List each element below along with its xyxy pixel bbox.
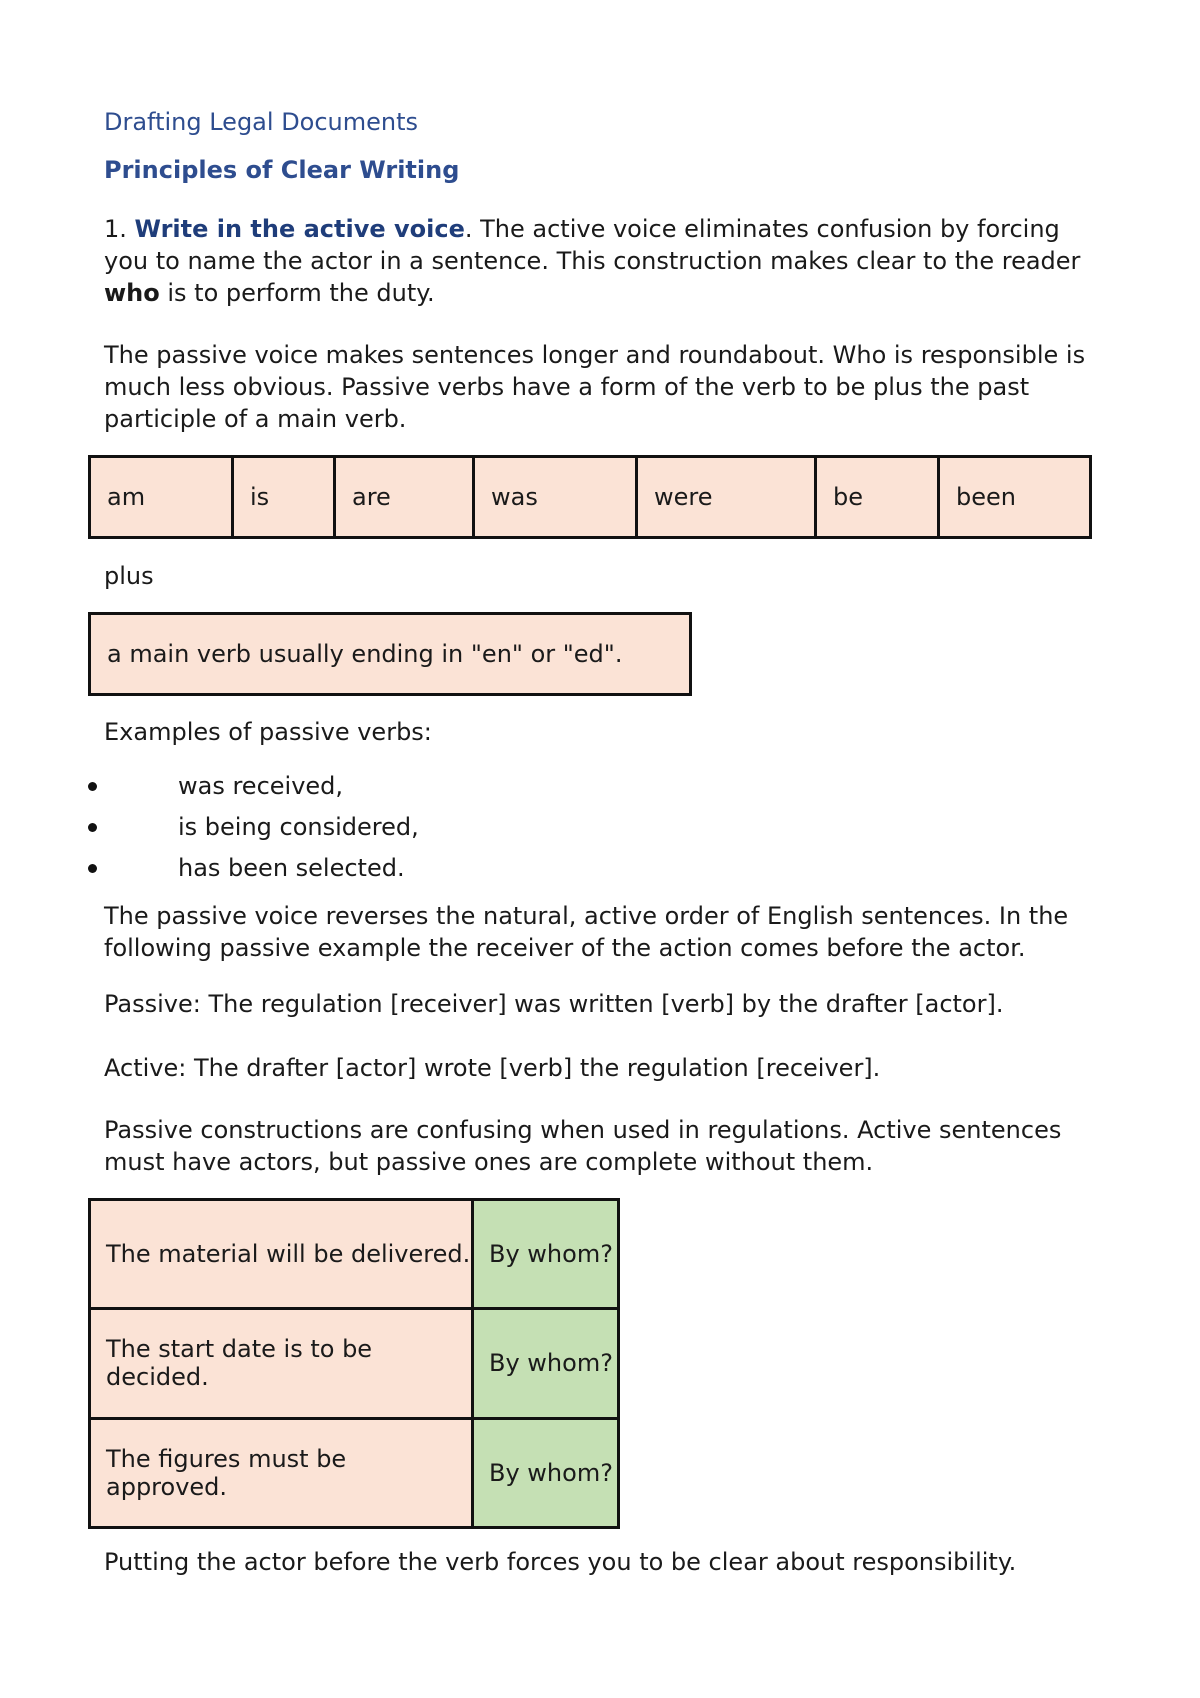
be-form-cell: were <box>637 457 816 538</box>
section-title: Principles of Clear Writing <box>104 156 460 184</box>
be-form-cell: am <box>90 457 233 538</box>
question-cell: By whom? <box>473 1200 619 1309</box>
be-form-cell: be <box>816 457 939 538</box>
emphasis-who: who <box>104 279 160 307</box>
be-form-cell: been <box>939 457 1091 538</box>
table-row <box>90 1200 619 1309</box>
statement-cell: The material will be delivered. <box>90 1200 473 1309</box>
main-verb-note: a main verb usually ending in "en" or "ed". <box>107 640 623 668</box>
document-title: Drafting Legal Documents <box>104 108 419 136</box>
be-form-cell: was <box>474 457 637 538</box>
statement-cell: The start date is to be decided. <box>90 1309 473 1418</box>
bullet-icon <box>88 823 97 832</box>
be-forms-table <box>88 455 1092 539</box>
bullet-icon <box>88 782 97 791</box>
example-text: is being considered, <box>178 813 419 841</box>
plus-label: plus <box>104 562 154 590</box>
reverse-order-paragraph: The passive voice reverses the natural, active order of English sentences. In the following passive example the receiver of the action comes before the actor. <box>104 902 1069 962</box>
table-row <box>90 1309 619 1418</box>
table-row <box>90 1418 619 1527</box>
point-text: . The active voice eliminates confusion by forcing you to name the actor in a sentence. This construction makes clear to the reader <box>104 215 1081 275</box>
point-text-end: is to perform the duty. <box>159 279 435 307</box>
bullet-icon <box>88 864 97 873</box>
point-number: 1. <box>104 215 135 243</box>
closing-sentence: Putting the actor before the verb forces you to be clear about responsibility. <box>104 1548 1017 1576</box>
example-text: has been selected. <box>178 854 405 882</box>
by-whom-table <box>88 1198 620 1529</box>
point-1-paragraph <box>104 213 1104 309</box>
examples-label: Examples of passive verbs: <box>104 718 432 746</box>
question-cell: By whom? <box>473 1309 619 1418</box>
passive-voice-paragraph: The passive voice makes sentences longer and roundabout. Who is responsible is much less obvious. Passive verbs have a form of the verb to be plus the past participle of a main verb. <box>104 341 1086 433</box>
table-row <box>90 457 1091 538</box>
passive-example: Passive: The regulation [receiver] was written [verb] by the drafter [actor]. <box>104 990 1004 1018</box>
question-cell: By whom? <box>473 1418 619 1527</box>
be-form-cell: is <box>233 457 335 538</box>
confusing-constructions-paragraph: Passive constructions are confusing when used in regulations. Active sentences must have actors, but passive ones are complete without them. <box>104 1116 1062 1176</box>
be-form-cell: are <box>335 457 474 538</box>
active-example: Active: The drafter [actor] wrote [verb] the regulation [receiver]. <box>104 1054 881 1082</box>
statement-cell: The figures must be approved. <box>90 1418 473 1527</box>
point-heading: Write in the active voice <box>134 215 465 243</box>
main-verb-box <box>88 612 692 696</box>
example-text: was received, <box>178 772 344 800</box>
